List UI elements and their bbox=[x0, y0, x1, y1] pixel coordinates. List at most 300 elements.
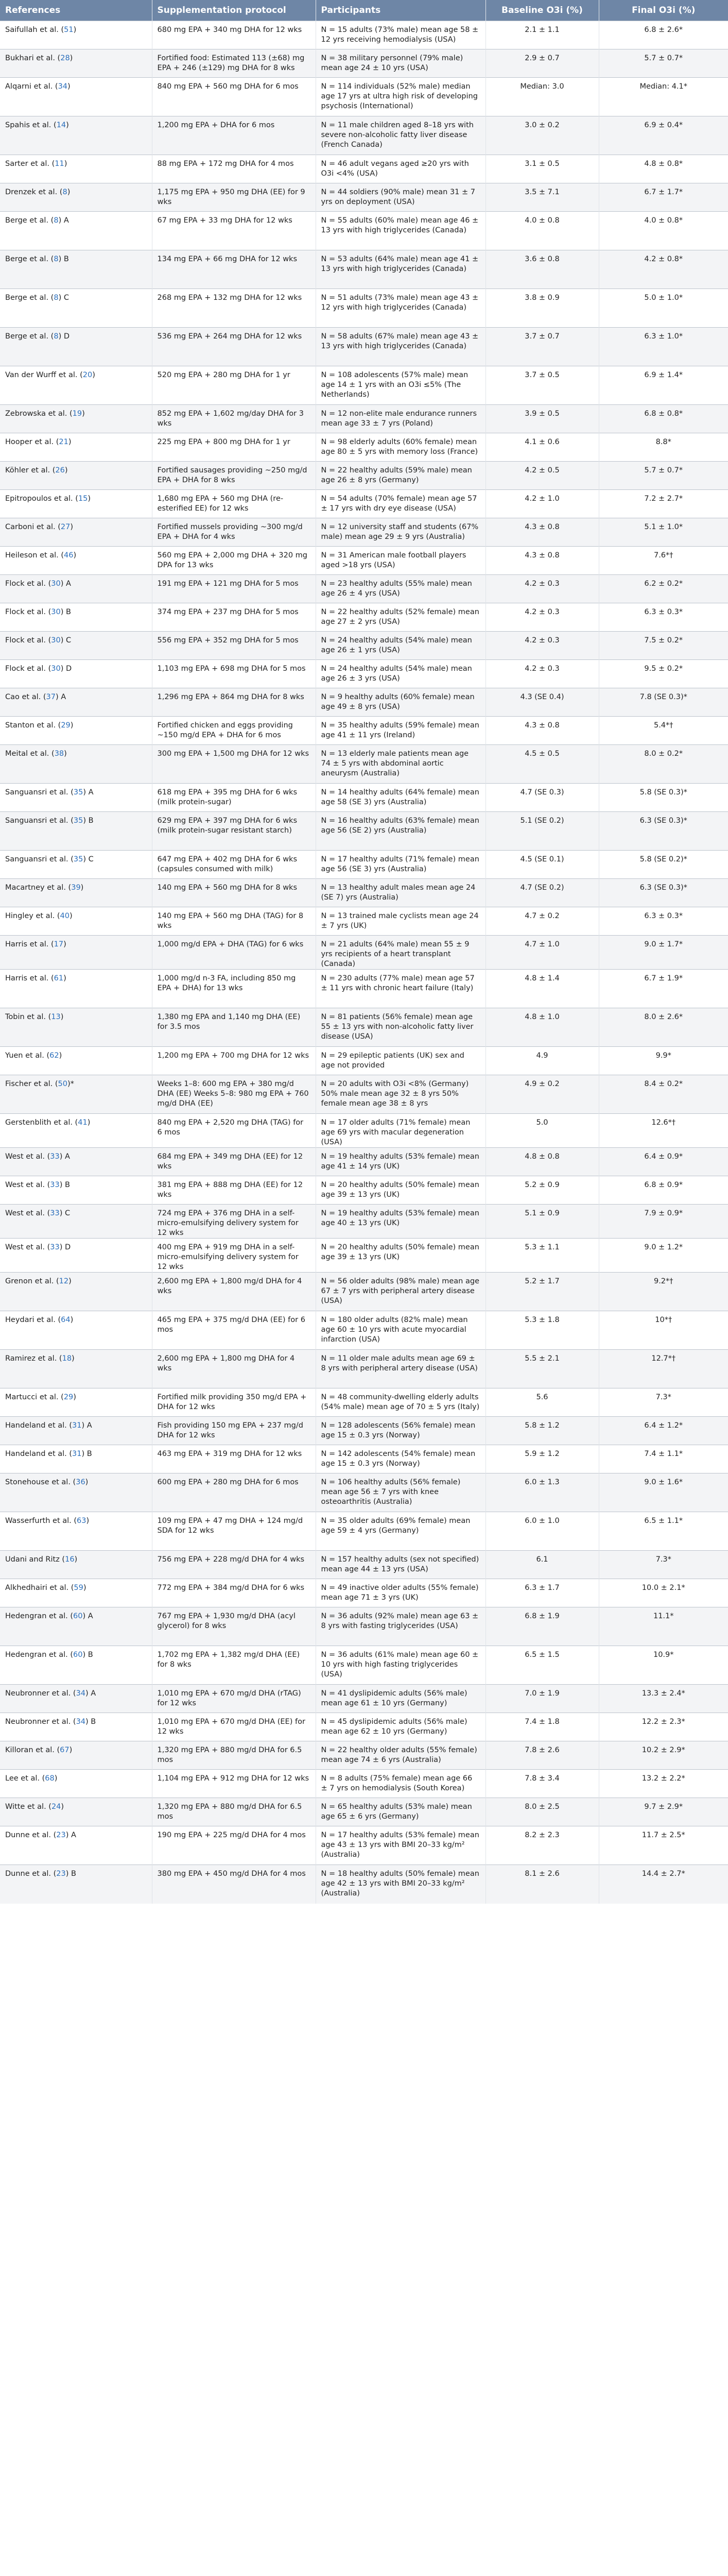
cell-protocol: Fortified chicken and eggs providing ~150 mg/d EPA + DHA for 6 mos bbox=[152, 717, 316, 745]
reference-author: Hedengran et al. ( bbox=[5, 1651, 73, 1659]
reference-suffix: ) A bbox=[81, 1421, 92, 1430]
reference-citation-link[interactable]: 29 bbox=[61, 721, 71, 730]
reference-suffix: ) B bbox=[59, 1181, 70, 1189]
reference-citation-link[interactable]: 63 bbox=[77, 1517, 86, 1525]
cell-baseline-o3i: 6.8 ± 1.9 bbox=[486, 1607, 599, 1646]
cell-reference bbox=[0, 1579, 152, 1607]
cell-participants: N = 98 elderly adults (60% female) mean age 80 ± 5 yrs with memory loss (France) bbox=[316, 433, 486, 462]
cell-baseline-o3i: 7.0 ± 1.9 bbox=[486, 1685, 599, 1713]
cell-participants: N = 44 soldiers (90% male) mean 31 ± 7 yrs on deployment (USA) bbox=[316, 183, 486, 212]
cell-final-o3i: 7.3* bbox=[599, 1388, 728, 1417]
reference-citation-link[interactable]: 26 bbox=[55, 466, 65, 474]
table-row bbox=[0, 212, 728, 250]
cell-reference bbox=[0, 688, 152, 717]
table-row bbox=[0, 1388, 728, 1417]
reference-suffix: ) A bbox=[82, 1612, 93, 1620]
table-row bbox=[0, 1826, 728, 1865]
reference-citation-link[interactable]: 28 bbox=[60, 54, 70, 62]
reference-author: Drenzek et al. ( bbox=[5, 188, 63, 196]
reference-suffix: ) bbox=[67, 82, 71, 91]
cell-participants: N = 56 older adults (98% male) mean age 67 ± 7 yrs with peripheral artery disease (USA) bbox=[316, 1273, 486, 1311]
table-row bbox=[0, 660, 728, 688]
reference-citation-link[interactable]: 59 bbox=[74, 1584, 83, 1592]
cell-protocol: 629 mg EPA + 397 mg DHA for 6 wks (milk protein-sugar resistant starch) bbox=[152, 812, 316, 851]
reference-author: Sanguansri et al. ( bbox=[5, 855, 74, 863]
reference-citation-link[interactable]: 13 bbox=[51, 1013, 61, 1021]
table-row bbox=[0, 717, 728, 745]
cell-baseline-o3i: 5.6 bbox=[486, 1388, 599, 1417]
table-row bbox=[0, 907, 728, 936]
reference-citation-link[interactable]: 60 bbox=[73, 1612, 83, 1620]
reference-author: Tobin et al. ( bbox=[5, 1013, 51, 1021]
cell-final-o3i: 7.9 ± 0.9* bbox=[599, 1205, 728, 1239]
cell-participants: N = 49 inactive older adults (55% female) mean age 71 ± 3 yrs (UK) bbox=[316, 1579, 486, 1607]
reference-citation-link[interactable]: 8 bbox=[54, 216, 59, 225]
table-row bbox=[0, 1239, 728, 1273]
reference-citation-link[interactable]: 30 bbox=[51, 636, 61, 645]
cell-protocol: 724 mg EPA + 376 mg DHA in a self-micro-emulsifying delivery system for 12 wks bbox=[152, 1205, 316, 1239]
reference-author: Van der Wurff et al. ( bbox=[5, 371, 83, 379]
table-row bbox=[0, 784, 728, 812]
cell-baseline-o3i: 7.8 ± 2.6 bbox=[486, 1741, 599, 1770]
cell-protocol: 767 mg EPA + 1,930 mg/d DHA (acyl glycerol) for 8 wks bbox=[152, 1607, 316, 1646]
reference-citation-link[interactable]: 50 bbox=[58, 1080, 67, 1088]
cell-participants: N = 142 adolescents (54% female) mean age 15 ± 0.3 yrs (Norway) bbox=[316, 1445, 486, 1473]
cell-participants: N = 9 healthy adults (60% female) mean age 49 ± 8 yrs (USA) bbox=[316, 688, 486, 717]
reference-suffix: ) bbox=[70, 721, 74, 730]
cell-reference bbox=[0, 289, 152, 328]
reference-citation-link[interactable]: 20 bbox=[82, 371, 93, 379]
cell-final-o3i: 5.1 ± 1.0* bbox=[599, 518, 728, 547]
cell-protocol: Fortified food: Estimated 113 (±68) mg EPA + 246 (±129) mg DHA for 8 wks bbox=[152, 49, 316, 78]
reference-suffix: ) B bbox=[82, 1651, 93, 1659]
cell-baseline-o3i: 4.8 ± 1.0 bbox=[486, 1008, 599, 1047]
reference-author: Dunne et al. ( bbox=[5, 1870, 57, 1878]
reference-citation-link[interactable]: 33 bbox=[50, 1243, 60, 1251]
cell-final-o3i: 8.8* bbox=[599, 433, 728, 462]
reference-citation-link[interactable]: 62 bbox=[49, 1052, 59, 1060]
cell-participants: N = 12 university staff and students (67% male) mean age 29 ± 9 yrs (Australia) bbox=[316, 518, 486, 547]
table-row bbox=[0, 1311, 728, 1350]
reference-suffix: ) C bbox=[59, 1209, 71, 1217]
reference-citation-link[interactable]: 11 bbox=[55, 160, 64, 168]
reference-author: Yuen et al. ( bbox=[5, 1052, 50, 1060]
cell-protocol: 618 mg EPA + 395 mg DHA for 6 wks (milk protein-sugar) bbox=[152, 784, 316, 812]
cell-baseline-o3i: 4.8 ± 1.4 bbox=[486, 970, 599, 1008]
cell-protocol: 536 mg EPA + 264 mg DHA for 12 wks bbox=[152, 328, 316, 366]
cell-baseline-o3i: 5.5 ± 2.1 bbox=[486, 1350, 599, 1388]
cell-participants: N = 128 adolescents (56% female) mean age 15 ± 0.3 yrs (Norway) bbox=[316, 1417, 486, 1445]
cell-final-o3i: 4.8 ± 0.8* bbox=[599, 155, 728, 183]
reference-suffix: ) bbox=[70, 54, 73, 62]
cell-protocol: 756 mg EPA + 228 mg/d DHA for 4 wks bbox=[152, 1551, 316, 1579]
cell-participants: N = 15 adults (73% male) mean age 58 ± 12 yrs receiving hemodialysis (USA) bbox=[316, 21, 486, 49]
reference-suffix: ) bbox=[92, 371, 95, 379]
cell-reference bbox=[0, 575, 152, 603]
reference-author: Sarter et al. ( bbox=[5, 160, 55, 168]
cell-final-o3i: 13.2 ± 2.2* bbox=[599, 1770, 728, 1798]
table-row bbox=[0, 366, 728, 405]
cell-protocol: 1,702 mg EPA + 1,382 mg/d DHA (EE) for 8 wks bbox=[152, 1646, 316, 1685]
cell-baseline-o3i: 6.0 ± 1.0 bbox=[486, 1512, 599, 1551]
cell-reference bbox=[0, 812, 152, 851]
cell-participants: N = 22 healthy adults (52% female) mean age 27 ± 2 yrs (USA) bbox=[316, 603, 486, 632]
cell-baseline-o3i: 4.3 ± 0.8 bbox=[486, 717, 599, 745]
reference-citation-link[interactable]: 61 bbox=[54, 974, 64, 982]
cell-final-o3i: 12.7*† bbox=[599, 1350, 728, 1388]
cell-protocol: 2,600 mg EPA + 1,800 mg DHA for 4 wks bbox=[152, 1350, 316, 1388]
cell-protocol: 140 mg EPA + 560 mg DHA for 8 wks bbox=[152, 879, 316, 907]
reference-citation-link[interactable]: 27 bbox=[60, 523, 71, 531]
reference-suffix: ) bbox=[73, 26, 77, 34]
reference-suffix: ) A bbox=[60, 580, 71, 588]
reference-author: Meital et al. ( bbox=[5, 750, 55, 758]
table-row bbox=[0, 289, 728, 328]
reference-citation-link[interactable]: 34 bbox=[76, 1718, 86, 1726]
reference-citation-link[interactable]: 33 bbox=[50, 1153, 60, 1161]
reference-author: Saifullah et al. ( bbox=[5, 26, 64, 34]
table-row bbox=[0, 462, 728, 490]
cell-protocol: 1,010 mg EPA + 670 mg/d DHA (EE) for 12 wks bbox=[152, 1713, 316, 1741]
reference-citation-link[interactable]: 46 bbox=[64, 551, 74, 560]
cell-participants: N = 13 trained male cyclists mean age 24 ± 7 yrs (UK) bbox=[316, 907, 486, 936]
cell-reference bbox=[0, 1685, 152, 1713]
cell-baseline-o3i: 5.1 (SE 0.2) bbox=[486, 812, 599, 851]
table-row bbox=[0, 78, 728, 116]
cell-participants: N = 58 adults (67% male) mean age 43 ± 13 yrs with high triglycerides (Canada) bbox=[316, 328, 486, 366]
cell-protocol: 380 mg EPA + 450 mg/d DHA for 4 mos bbox=[152, 1865, 316, 1904]
reference-citation-link[interactable]: 41 bbox=[78, 1118, 88, 1127]
cell-participants: N = 55 adults (60% male) mean age 46 ± 13 yrs with high triglycerides (Canada) bbox=[316, 212, 486, 250]
cell-reference bbox=[0, 1388, 152, 1417]
reference-suffix: ) bbox=[64, 750, 67, 758]
reference-citation-link[interactable]: 8 bbox=[62, 188, 67, 196]
table-row bbox=[0, 1473, 728, 1512]
cell-reference bbox=[0, 78, 152, 116]
table-row bbox=[0, 688, 728, 717]
reference-suffix: ) bbox=[82, 410, 85, 418]
cell-reference bbox=[0, 328, 152, 366]
reference-citation-link[interactable]: 30 bbox=[51, 580, 61, 588]
reference-citation-link[interactable]: 40 bbox=[60, 912, 70, 920]
reference-citation-link[interactable]: 35 bbox=[73, 788, 83, 796]
reference-author: Cao et al. ( bbox=[5, 693, 46, 701]
cell-final-o3i: 5.7 ± 0.7* bbox=[599, 49, 728, 78]
cell-protocol: 1,103 mg EPA + 698 mg DHA for 5 mos bbox=[152, 660, 316, 688]
cell-baseline-o3i: 4.3 ± 0.8 bbox=[486, 518, 599, 547]
reference-author: Carboni et al. ( bbox=[5, 523, 61, 531]
cell-reference bbox=[0, 632, 152, 660]
cell-final-o3i: 14.4 ± 2.7* bbox=[599, 1865, 728, 1904]
cell-baseline-o3i: 3.7 ± 0.7 bbox=[486, 328, 599, 366]
cell-participants: N = 8 adults (75% female) mean age 66 ± 7 yrs on hemodialysis (South Korea) bbox=[316, 1770, 486, 1798]
cell-protocol: Weeks 1–8: 600 mg EPA + 380 mg/d DHA (EE) Weeks 5–8: 980 mg EPA + 760 mg/d DHA (EE) bbox=[152, 1075, 316, 1114]
reference-citation-link[interactable]: 33 bbox=[50, 1181, 60, 1189]
reference-citation-link[interactable]: 30 bbox=[51, 608, 61, 616]
cell-protocol: 225 mg EPA + 800 mg DHA for 1 yr bbox=[152, 433, 316, 462]
cell-baseline-o3i: 5.9 ± 1.2 bbox=[486, 1445, 599, 1473]
cell-protocol: 88 mg EPA + 172 mg DHA for 4 mos bbox=[152, 155, 316, 183]
reference-citation-link[interactable]: 34 bbox=[58, 82, 68, 91]
cell-reference bbox=[0, 21, 152, 49]
cell-reference bbox=[0, 1607, 152, 1646]
cell-participants: N = 108 adolescents (57% male) mean age 14 ± 1 yrs with an O3i ≤5% (The Netherlands) bbox=[316, 366, 486, 405]
reference-suffix: ) B bbox=[60, 608, 71, 616]
reference-author: Dunne et al. ( bbox=[5, 1831, 57, 1839]
reference-citation-link[interactable]: 31 bbox=[72, 1450, 82, 1458]
cell-final-o3i: 6.9 ± 0.4* bbox=[599, 116, 728, 155]
reference-citation-link[interactable]: 12 bbox=[59, 1277, 69, 1285]
reference-citation-link[interactable]: 34 bbox=[76, 1689, 86, 1698]
cell-final-o3i: 6.7 ± 1.7* bbox=[599, 183, 728, 212]
cell-protocol: 1,296 mg EPA + 864 mg DHA for 8 wks bbox=[152, 688, 316, 717]
cell-protocol: 1,175 mg EPA + 950 mg DHA (EE) for 9 wks bbox=[152, 183, 316, 212]
reference-citation-link[interactable]: 15 bbox=[78, 495, 88, 503]
cell-participants: N = 17 older adults (71% female) mean age 69 yrs with macular degeneration (USA) bbox=[316, 1114, 486, 1148]
cell-baseline-o3i: 8.1 ± 2.6 bbox=[486, 1865, 599, 1904]
reference-author: Sanguansri et al. ( bbox=[5, 817, 74, 825]
cell-reference bbox=[0, 784, 152, 812]
reference-suffix: ) D bbox=[60, 665, 72, 673]
cell-reference bbox=[0, 936, 152, 970]
cell-final-o3i: 6.3 ± 1.0* bbox=[599, 328, 728, 366]
reference-citation-link[interactable]: 51 bbox=[64, 26, 74, 34]
reference-author: Udani and Ritz ( bbox=[5, 1555, 65, 1564]
table-row bbox=[0, 490, 728, 518]
table-row bbox=[0, 575, 728, 603]
cell-protocol: 109 mg EPA + 47 mg DHA + 124 mg/d SDA for 12 wks bbox=[152, 1512, 316, 1551]
reference-citation-link[interactable]: 68 bbox=[45, 1774, 55, 1783]
table-row bbox=[0, 1685, 728, 1713]
cell-final-o3i: 8.4 ± 0.2* bbox=[599, 1075, 728, 1114]
cell-reference bbox=[0, 1273, 152, 1311]
cell-reference bbox=[0, 603, 152, 632]
cell-protocol: 190 mg EPA + 225 mg/d DHA for 4 mos bbox=[152, 1826, 316, 1865]
reference-suffix: ) D bbox=[58, 332, 70, 341]
reference-author: Ramirez et al. ( bbox=[5, 1354, 62, 1363]
reference-author: Lee et al. ( bbox=[5, 1774, 45, 1783]
cell-reference bbox=[0, 49, 152, 78]
cell-final-o3i: 11.1* bbox=[599, 1607, 728, 1646]
reference-citation-link[interactable]: 23 bbox=[56, 1831, 66, 1839]
cell-final-o3i: 6.9 ± 1.4* bbox=[599, 366, 728, 405]
cell-reference bbox=[0, 250, 152, 289]
reference-citation-link[interactable]: 35 bbox=[73, 817, 83, 825]
cell-participants: N = 20 healthy adults (50% female) mean age 39 ± 13 yrs (UK) bbox=[316, 1176, 486, 1205]
cell-baseline-o3i: 6.0 ± 1.3 bbox=[486, 1473, 599, 1512]
cell-protocol: 680 mg EPA + 340 mg DHA for 12 wks bbox=[152, 21, 316, 49]
reference-author: Epitropoulos et al. ( bbox=[5, 495, 78, 503]
cell-participants: N = 41 dyslipidemic adults (56% male) mean age 61 ± 10 yrs (Germany) bbox=[316, 1685, 486, 1713]
cell-baseline-o3i: 2.1 ± 1.1 bbox=[486, 21, 599, 49]
cell-protocol: 840 mg EPA + 2,520 mg DHA (TAG) for 6 mos bbox=[152, 1114, 316, 1148]
cell-baseline-o3i: 4.9 ± 0.2 bbox=[486, 1075, 599, 1114]
reference-author: West et al. ( bbox=[5, 1181, 50, 1189]
reference-citation-link[interactable]: 33 bbox=[50, 1209, 60, 1217]
reference-author: Sanguansri et al. ( bbox=[5, 788, 74, 796]
reference-citation-link[interactable]: 36 bbox=[76, 1478, 85, 1486]
cell-participants: N = 18 healthy adults (50% female) mean age 42 ± 13 yrs with BMI 20–33 kg/m² (Australia) bbox=[316, 1865, 486, 1904]
cell-final-o3i: 9.2*† bbox=[599, 1273, 728, 1311]
reference-author: West et al. ( bbox=[5, 1209, 50, 1217]
reference-citation-link[interactable]: 17 bbox=[54, 940, 64, 948]
cell-participants: N = 21 adults (64% male) mean 55 ± 9 yrs recipients of a heart transplant (Canada) bbox=[316, 936, 486, 970]
table-row bbox=[0, 1047, 728, 1075]
cell-reference bbox=[0, 1713, 152, 1741]
table-row bbox=[0, 936, 728, 970]
reference-citation-link[interactable]: 14 bbox=[56, 121, 66, 129]
reference-suffix: ) A bbox=[58, 216, 69, 225]
reference-author: Flock et al. ( bbox=[5, 608, 51, 616]
reference-author: Flock et al. ( bbox=[5, 665, 51, 673]
cell-baseline-o3i: 5.8 ± 1.2 bbox=[486, 1417, 599, 1445]
cell-final-o3i: 6.4 ± 1.2* bbox=[599, 1417, 728, 1445]
cell-final-o3i: 7.3* bbox=[599, 1551, 728, 1579]
cell-baseline-o3i: 4.7 (SE 0.2) bbox=[486, 879, 599, 907]
reference-citation-link[interactable]: 67 bbox=[60, 1746, 70, 1754]
reference-suffix: ) bbox=[60, 1013, 64, 1021]
reference-citation-link[interactable]: 37 bbox=[46, 693, 56, 701]
cell-final-o3i: 6.8 ± 0.8* bbox=[599, 405, 728, 433]
reference-citation-link[interactable]: 8 bbox=[54, 332, 59, 341]
cell-reference bbox=[0, 1551, 152, 1579]
reference-citation-link[interactable]: 23 bbox=[56, 1870, 66, 1878]
cell-baseline-o3i: 3.5 ± 7.1 bbox=[486, 183, 599, 212]
reference-author: West et al. ( bbox=[5, 1243, 50, 1251]
reference-suffix: ) bbox=[66, 121, 69, 129]
reference-citation-link[interactable]: 8 bbox=[54, 294, 59, 302]
table-row bbox=[0, 1075, 728, 1114]
reference-suffix: ) B bbox=[58, 255, 69, 263]
cell-final-o3i: Median: 4.1* bbox=[599, 78, 728, 116]
reference-suffix: ) bbox=[70, 1316, 74, 1324]
reference-author: Wasserfurth et al. ( bbox=[5, 1517, 77, 1525]
reference-suffix: ) bbox=[80, 884, 84, 892]
reference-citation-link[interactable]: 19 bbox=[72, 410, 82, 418]
cell-final-o3i: 5.0 ± 1.0* bbox=[599, 289, 728, 328]
reference-citation-link[interactable]: 64 bbox=[61, 1316, 71, 1324]
table-row bbox=[0, 1205, 728, 1239]
cell-protocol: 1,104 mg EPA + 912 mg DHA for 12 wks bbox=[152, 1770, 316, 1798]
cell-final-o3i: 10*† bbox=[599, 1311, 728, 1350]
cell-baseline-o3i: 4.2 ± 0.3 bbox=[486, 632, 599, 660]
cell-reference bbox=[0, 1239, 152, 1273]
cell-participants: N = 180 older adults (82% male) mean age 60 ± 10 yrs with acute myocardial infarction (USA) bbox=[316, 1311, 486, 1350]
reference-suffix: ) bbox=[73, 551, 77, 560]
cell-final-o3i: 6.8 ± 2.6* bbox=[599, 21, 728, 49]
cell-reference bbox=[0, 1512, 152, 1551]
cell-participants: N = 16 healthy adults (63% female) mean age 56 (SE 2) yrs (Australia) bbox=[316, 812, 486, 851]
table-row bbox=[0, 183, 728, 212]
reference-citation-link[interactable]: 8 bbox=[54, 255, 59, 263]
cell-baseline-o3i: 5.3 ± 1.8 bbox=[486, 1311, 599, 1350]
cell-protocol: Fortified milk providing 350 mg/d EPA + DHA for 12 wks bbox=[152, 1388, 316, 1417]
cell-participants: N = 46 adult vegans aged ≥20 yrs with O3i <4% (USA) bbox=[316, 155, 486, 183]
reference-citation-link[interactable]: 35 bbox=[73, 855, 83, 863]
reference-suffix: ) bbox=[63, 940, 66, 948]
reference-author: Bukhari et al. ( bbox=[5, 54, 61, 62]
reference-citation-link[interactable]: 16 bbox=[65, 1555, 75, 1564]
reference-author: Heydari et al. ( bbox=[5, 1316, 61, 1324]
reference-author: Stonehouse et al. ( bbox=[5, 1478, 76, 1486]
cell-protocol: 1,000 mg/d EPA + DHA (TAG) for 6 wks bbox=[152, 936, 316, 970]
cell-participants: N = 114 individuals (52% male) median age 17 yrs at ultra high risk of developing psychosis (International) bbox=[316, 78, 486, 116]
cell-reference bbox=[0, 660, 152, 688]
reference-suffix: ) B bbox=[81, 1450, 92, 1458]
reference-citation-link[interactable]: 24 bbox=[51, 1803, 61, 1811]
cell-reference bbox=[0, 1350, 152, 1388]
table-row bbox=[0, 1350, 728, 1388]
cell-participants: N = 35 older adults (69% female) mean age 59 ± 4 yrs (Germany) bbox=[316, 1512, 486, 1551]
reference-suffix: ) bbox=[59, 1052, 62, 1060]
reference-suffix: ) bbox=[83, 1584, 86, 1592]
cell-participants: N = 24 healthy adults (54% male) mean age 26 ± 1 yrs (USA) bbox=[316, 632, 486, 660]
cell-final-o3i: 4.0 ± 0.8* bbox=[599, 212, 728, 250]
reference-author: Berge et al. ( bbox=[5, 332, 54, 341]
reference-suffix: ) bbox=[67, 188, 71, 196]
cell-baseline-o3i: 3.8 ± 0.9 bbox=[486, 289, 599, 328]
table-body bbox=[0, 21, 728, 1904]
cell-protocol: 840 mg EPA + 560 mg DHA for 6 mos bbox=[152, 78, 316, 116]
cell-final-o3i: 9.0 ± 1.2* bbox=[599, 1239, 728, 1273]
reference-suffix: ) bbox=[69, 1746, 73, 1754]
reference-author: Köhler et al. ( bbox=[5, 466, 56, 474]
cell-reference bbox=[0, 1311, 152, 1350]
reference-author: Berge et al. ( bbox=[5, 294, 54, 302]
reference-suffix: ) C bbox=[60, 636, 72, 645]
reference-citation-link[interactable]: 39 bbox=[71, 884, 81, 892]
cell-reference bbox=[0, 745, 152, 784]
table-row bbox=[0, 547, 728, 575]
cell-baseline-o3i: 4.2 ± 0.3 bbox=[486, 660, 599, 688]
cell-protocol: 400 mg EPA + 919 mg DHA in a self-micro-emulsifying delivery system for 12 wks bbox=[152, 1239, 316, 1273]
reference-citation-link[interactable]: 29 bbox=[63, 1393, 74, 1401]
reference-suffix: ) bbox=[64, 466, 68, 474]
cell-final-o3i: 5.8 (SE 0.2)* bbox=[599, 851, 728, 879]
cell-reference bbox=[0, 116, 152, 155]
reference-citation-link[interactable]: 21 bbox=[59, 438, 68, 446]
cell-final-o3i: 12.2 ± 2.3* bbox=[599, 1713, 728, 1741]
cell-final-o3i: 13.3 ± 2.4* bbox=[599, 1685, 728, 1713]
reference-suffix: ) bbox=[54, 1774, 58, 1783]
cell-protocol: 1,200 mg EPA + 700 mg DHA for 12 wks bbox=[152, 1047, 316, 1075]
cell-reference bbox=[0, 1148, 152, 1176]
cell-baseline-o3i: 4.2 ± 0.3 bbox=[486, 603, 599, 632]
table-row bbox=[0, 851, 728, 879]
table-row bbox=[0, 1512, 728, 1551]
cell-reference bbox=[0, 462, 152, 490]
cell-participants: N = 13 healthy adult males mean age 24 (SE 7) yrs (Australia) bbox=[316, 879, 486, 907]
reference-citation-link[interactable]: 60 bbox=[73, 1651, 83, 1659]
table-row bbox=[0, 155, 728, 183]
cell-protocol: 2,600 mg EPA + 1,800 mg/d DHA for 4 wks bbox=[152, 1273, 316, 1311]
reference-citation-link[interactable]: 18 bbox=[62, 1354, 72, 1363]
reference-citation-link[interactable]: 38 bbox=[54, 750, 64, 758]
cell-participants: N = 106 healthy adults (56% female) mean age 56 ± 7 yrs with knee osteoarthritis (Australia) bbox=[316, 1473, 486, 1512]
reference-suffix: ) bbox=[85, 1478, 89, 1486]
cell-protocol: 268 mg EPA + 132 mg DHA for 12 wks bbox=[152, 289, 316, 328]
reference-suffix: ) A bbox=[85, 1689, 96, 1698]
table-row bbox=[0, 518, 728, 547]
cell-reference bbox=[0, 879, 152, 907]
table-row bbox=[0, 745, 728, 784]
reference-citation-link[interactable]: 31 bbox=[72, 1421, 82, 1430]
cell-participants: N = 11 older male adults mean age 69 ± 8 yrs with peripheral artery disease (USA) bbox=[316, 1350, 486, 1388]
cell-baseline-o3i: 7.8 ± 3.4 bbox=[486, 1770, 599, 1798]
reference-suffix: ) B bbox=[65, 1870, 76, 1878]
reference-author: Zebrowska et al. ( bbox=[5, 410, 73, 418]
reference-citation-link[interactable]: 30 bbox=[51, 665, 61, 673]
